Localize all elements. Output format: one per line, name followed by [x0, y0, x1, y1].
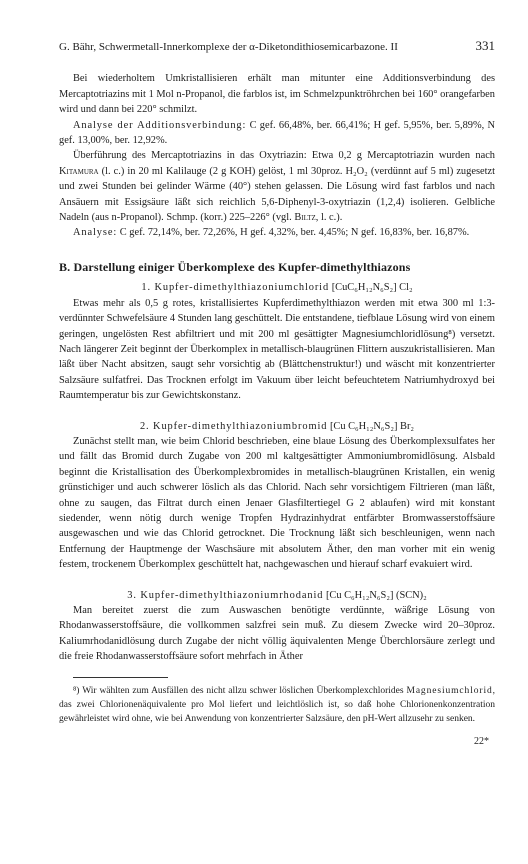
paragraph-rhodanide: Man bereitet zuerst die zum Auswaschen benötigte verdünnte, wäßrige Lösung von Rhodanwasserstoffsäure, die vollkommen salzfrei sein muß. Zu diesem Zwecke wird 20–30proz. Kaliumrhodanidlösung durch Zugabe der nicht völlig äquivalenten Menge Überchlorsäure zerlegt und die freie Rhodanwasserstoffsäure sofort mehrfach in Äther [59, 605, 495, 663]
footnote-marker: ⁸) [73, 685, 80, 696]
subsection-3-formula: [Cu C₆H₁₂N₆S₂] (SCN)₂ [325, 589, 427, 601]
signature-mark: 22* [474, 735, 489, 747]
subsection-2-name: 2. Kupfer-dimethylthiazoniumbromid [139, 420, 328, 432]
journal-page [59, 38, 495, 749]
subsection-1-title [59, 280, 495, 295]
analysis-label-2: Analyse: [73, 227, 118, 239]
oxytriazin-text-b: (l. c.) in 20 ml Kalilauge (2 g KOH) gelöst, 1 ml 30proz. H₂O₂ (verdünnt auf 5 ml) zugesetzt und zwei Stunden bei gelinder Wärme (40°) stehen gelassen. Die Lösung wird fast farblos und nach Ansäuern mit Essigsäure läßt sich reichlich 5,6-Diphenyl-3-oxytriazin (1,2,4) isolieren. Gelbliche Nadeln (aus n-Propanol). Schmp. (korr.) 225–226° (vgl. [59, 165, 495, 224]
subsection-2-formula: [Cu C₆H₁₂N₆S₂] Br₂ [329, 420, 415, 432]
page-header [59, 38, 495, 55]
paragraph-propanol-adduct: Bei wiederholtem Umkristallisieren erhält man mitunter eine Additionsverbindung des Mercaptotriazins mit 1 Mol n-Propanol, die farblos ist, im Schmelzpunktröhrchen bei 160° orangefarben wird und dann bei 220° schmilzt. [59, 73, 495, 116]
page-number: 331 [475, 38, 495, 53]
spacer [59, 573, 495, 588]
footnote [59, 684, 495, 726]
author-biltz: Biltz [294, 212, 316, 224]
paragraph-analysis-oxytriazin [59, 225, 495, 240]
subsection-1-formula: [CuC₆H₁₂N₆S₂] Cl₂ [331, 282, 413, 294]
section-b-heading: B. Darstellung einiger Überkomplexe des Kupfer-dimethylthiazons [59, 259, 411, 274]
chloride-text-b: versetzt. Nach längerer Zeit beginnt der Überkomplex in metallisch-blaugrünen Flittern auszukristallisieren. Man läßt über Nacht absitzen, saugt sehr vorsichtig ab (Blättchenstruktur!) und wäscht mit konzentrierter Salzsäure sulfatfrei. Das Trocknen erfolgt im Vakuum über leicht befeuchtetem Natriumhydroxyd bei Raumtemperatur bis zur Gewichtskonstanz. [59, 328, 495, 402]
footnote-divider [73, 677, 168, 678]
author-kitamura: Kitamura [59, 165, 99, 177]
analysis-label: Analyse der Additionsverbindung: [73, 119, 247, 131]
running-title: G. Bähr, Schwermetall-Innerkomplexe der α-Diketondithiosemicarbazone. II [59, 41, 398, 53]
paragraph-bromide: Zunächst stellt man, wie beim Chlorid beschrieben, eine blaue Lösung des Überkomplexsulfates her und fällt das Bromid durch Zugabe von 200 ml kaltgesättigter Ammoniumbromidlösung. Alsbald beginnt die Kristallisation des Überkomplexbromides in metallisch-blaugrünen Kristallen, ein wenig grünstichiger und auch schwerer löslich als das Chlorid. Nach sehr vorsichtigem Filtrieren (man läßt, ohne zu saugen, das Filtrat durch einen Jenaer Glasfiltertiegel G 2 ablaufen) wird mit konstant siedender, wenn nötig durch wenige Tropfen Hydrazinhydrat entfärbter Bromwasserstoffsäure ausgewaschen und wie das Chlorid getrocknet. Die Trocknung läßt sich beschleunigen, wenn nach Entfernung der Hauptmenge der Waschsäure mit absolutem Äther, den man vorher mit ein wenig festem, trockenem Überkomplex geschüttelt hat, nachgewaschen und hierauf scharf evakuiert wird. [59, 435, 495, 571]
subsection-3-title [59, 588, 495, 603]
analysis-values: C gef. 66,48%, ber. 66,41%; H gef. 5,95%, ber. 5,89%, N gef. 13,00%, ber. 12,92%. [59, 119, 495, 147]
paragraph-chloride [59, 296, 495, 404]
footnote-text-b: , das zwei Chlorionenäquivalente pro Mol liefert und leichtlöslich ist, so daß hohe Chlorionenkonzentration gewährleistet wird ohne, wie bei Anwendung von konzentrierter Salzsäure, den pH-Wert allzusehr zu senken. [59, 685, 496, 724]
footnote-text-a: Wir wählten zum Ausfällen des nicht allzu schwer löslichen Überkomplexchlorides [82, 685, 404, 696]
paragraph-analysis-adduct [59, 118, 495, 149]
subsection-2-title [59, 419, 495, 434]
subsection-1-name: 1. Kupfer-dimethylthiazoniumchlorid [141, 282, 330, 294]
oxytriazin-text-a: Überführung des Mercaptotriazins in das Oxytriazin: Etwa 0,2 g Mercaptotriazin wurden nach [73, 150, 495, 162]
spacer [59, 404, 495, 419]
oxytriazin-text-c: , l. c.). [315, 212, 343, 224]
subsection-3-name: 3. Kupfer-dimethylthiazoniumrhodanid [127, 589, 324, 601]
analysis-values-2: C gef. 72,14%, ber. 72,26%, H gef. 4,32%, ber. 4,45%; N gef. 16,83%, ber. 16,87%. [119, 227, 470, 239]
chloride-text-a: Etwas mehr als 0,5 g rotes, kristallisiertes Kupferdimethylthiazon werden mit etwa 300 ml 1:3-verdünnter Schwefelsäure 4 Stunden lang geschüttelt. Die entstandene, tiefblaue Lösung wird von einem geringen, ungelösten Rest abfiltriert und mit 200 ml gesättigter Magnesiumchloridlösung [59, 297, 495, 340]
footnote-reference: ⁸) [448, 328, 456, 340]
paragraph-oxytriazin [59, 148, 495, 225]
footnote-spaced-term: Magnesiumchlorid [406, 685, 493, 696]
